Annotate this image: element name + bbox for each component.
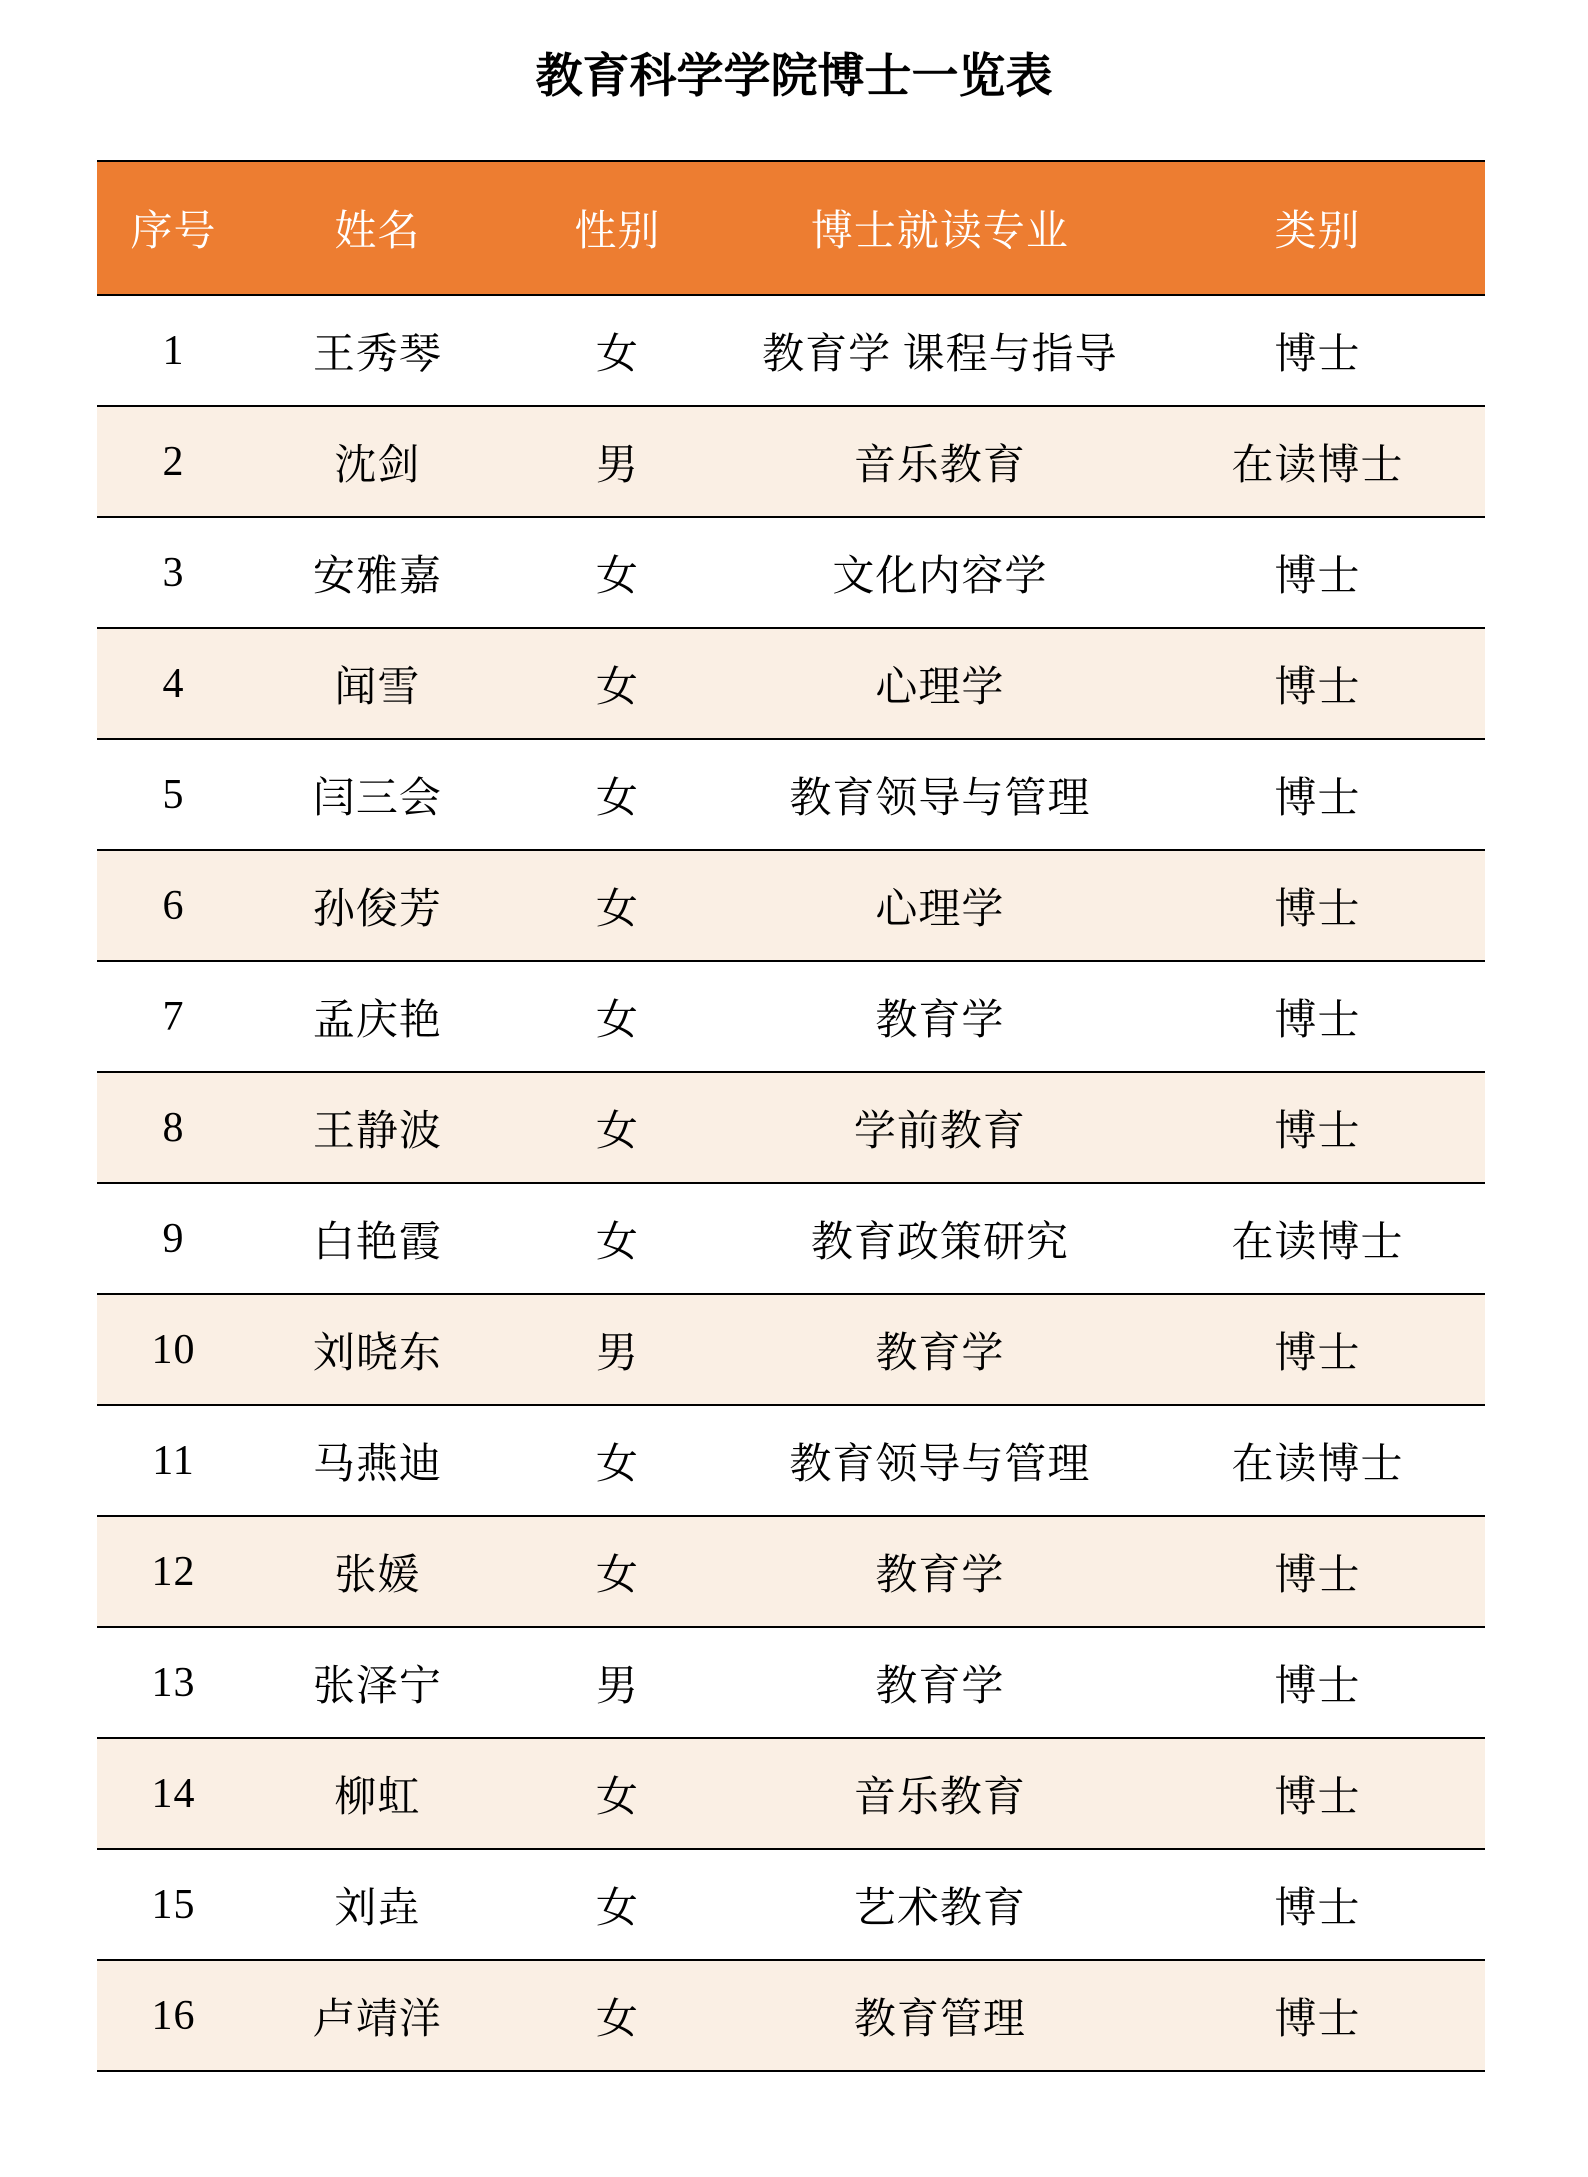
cell-index: 13 [97,1627,250,1738]
cell-major: 音乐教育 [730,406,1150,517]
cell-name: 张泽宁 [250,1627,505,1738]
cell-index: 12 [97,1516,250,1627]
cell-name: 刘垚 [250,1849,505,1960]
cell-major: 艺术教育 [730,1849,1150,1960]
cell-name: 孟庆艳 [250,961,505,1072]
cell-category: 博士 [1150,1849,1485,1960]
column-header-gender: 性别 [505,161,730,295]
table-row [97,850,1485,961]
cell-index: 6 [97,850,250,961]
cell-major: 教育学 [730,1516,1150,1627]
table-row [97,739,1485,850]
cell-major: 教育管理 [730,1960,1150,2071]
cell-index: 7 [97,961,250,1072]
cell-gender: 女 [505,295,730,406]
cell-name: 孙俊芳 [250,850,505,961]
cell-gender: 女 [505,1849,730,1960]
cell-name: 王秀琴 [250,295,505,406]
cell-index: 2 [97,406,250,517]
cell-gender: 女 [505,628,730,739]
cell-gender: 男 [505,1294,730,1405]
table-row [97,961,1485,1072]
cell-gender: 女 [505,1516,730,1627]
cell-name: 沈剑 [250,406,505,517]
cell-major: 心理学 [730,850,1150,961]
cell-index: 11 [97,1405,250,1516]
table-row [97,628,1485,739]
cell-index: 15 [97,1849,250,1960]
cell-major: 教育学 [730,1294,1150,1405]
cell-index: 5 [97,739,250,850]
table-row [97,1294,1485,1405]
column-header-index: 序号 [97,161,250,295]
table-row [97,295,1485,406]
column-header-category: 类别 [1150,161,1485,295]
table-row [97,1072,1485,1183]
column-header-major: 博士就读专业 [730,161,1150,295]
table-row [97,1738,1485,1849]
cell-category: 博士 [1150,739,1485,850]
cell-major: 教育学 [730,1627,1150,1738]
cell-gender: 男 [505,406,730,517]
cell-category: 博士 [1150,1738,1485,1849]
cell-gender: 女 [505,1183,730,1294]
cell-major: 学前教育 [730,1072,1150,1183]
cell-name: 闫三会 [250,739,505,850]
cell-name: 刘晓东 [250,1294,505,1405]
cell-gender: 男 [505,1627,730,1738]
cell-major: 心理学 [730,628,1150,739]
cell-index: 10 [97,1294,250,1405]
cell-category: 博士 [1150,1960,1485,2071]
cell-name: 卢靖洋 [250,1960,505,2071]
cell-major: 教育学 课程与指导 [730,295,1150,406]
cell-category: 在读博士 [1150,1183,1485,1294]
doctor-list-table [97,160,1485,2072]
cell-category: 博士 [1150,295,1485,406]
table-header-row [97,161,1485,295]
cell-major: 音乐教育 [730,1738,1150,1849]
cell-name: 王静波 [250,1072,505,1183]
cell-gender: 女 [505,850,730,961]
cell-major: 教育领导与管理 [730,1405,1150,1516]
cell-category: 博士 [1150,517,1485,628]
cell-category: 博士 [1150,1516,1485,1627]
cell-category: 在读博士 [1150,1405,1485,1516]
cell-category: 在读博士 [1150,406,1485,517]
cell-major: 教育学 [730,961,1150,1072]
page-title: 教育科学学院博士一览表 [535,51,1053,103]
table-row [97,1849,1485,1960]
cell-category: 博士 [1150,1627,1485,1738]
cell-name: 闻雪 [250,628,505,739]
cell-category: 博士 [1150,1294,1485,1405]
cell-name: 白艳霞 [250,1183,505,1294]
cell-index: 4 [97,628,250,739]
table-row [97,1960,1485,2071]
cell-gender: 女 [505,739,730,850]
cell-category: 博士 [1150,628,1485,739]
cell-gender: 女 [505,961,730,1072]
cell-gender: 女 [505,517,730,628]
cell-major: 教育领导与管理 [730,739,1150,850]
cell-name: 张媛 [250,1516,505,1627]
table-row [97,1627,1485,1738]
cell-index: 9 [97,1183,250,1294]
table-row [97,517,1485,628]
column-header-name: 姓名 [250,161,505,295]
cell-category: 博士 [1150,1072,1485,1183]
table-row [97,1183,1485,1294]
cell-name: 柳虹 [250,1738,505,1849]
cell-gender: 女 [505,1960,730,2071]
cell-major: 教育政策研究 [730,1183,1150,1294]
cell-index: 1 [97,295,250,406]
table-row [97,1405,1485,1516]
cell-major: 文化内容学 [730,517,1150,628]
cell-gender: 女 [505,1072,730,1183]
cell-category: 博士 [1150,850,1485,961]
cell-gender: 女 [505,1738,730,1849]
cell-index: 8 [97,1072,250,1183]
cell-index: 3 [97,517,250,628]
cell-name: 安雅嘉 [250,517,505,628]
table-row [97,1516,1485,1627]
cell-name: 马燕迪 [250,1405,505,1516]
cell-gender: 女 [505,1405,730,1516]
cell-category: 博士 [1150,961,1485,1072]
cell-index: 16 [97,1960,250,2071]
cell-index: 14 [97,1738,250,1849]
table-row [97,406,1485,517]
